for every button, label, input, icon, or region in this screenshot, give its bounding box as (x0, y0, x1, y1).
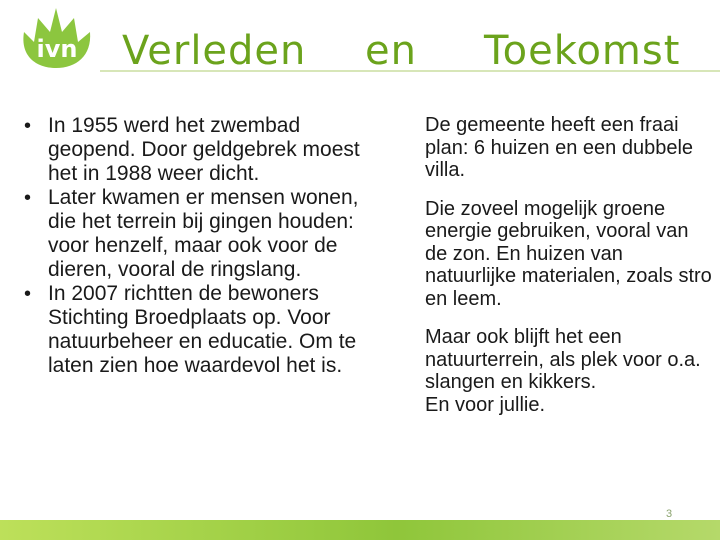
left-bullet-list (20, 114, 390, 378)
paragraph-nature: Maar ook blijft het een natuurterrein, als plek voor o.a. slangen en kikkers. (425, 326, 701, 393)
title-verleden: Verleden (122, 28, 307, 74)
bottom-decorative-bar (0, 520, 720, 540)
ivn-logo (18, 6, 96, 72)
page-number: 3 (666, 508, 673, 520)
ivn-leaf-logo-icon (18, 6, 96, 72)
paragraph-for-you: En voor jullie. (425, 393, 546, 416)
bullet-item: • Later kwamen er mensen wonen, die het terrein bij gingen houden: voor henzelf, maar ook voor de dieren, vooral de ringslang. (20, 186, 390, 282)
paragraph-plan: De gemeente heeft een fraai plan: 6 huizen en een dubbele villa. (425, 114, 694, 181)
right-column (425, 114, 715, 416)
title-en: en (365, 28, 417, 74)
title-toekomst: Toekomst (484, 28, 681, 74)
bullet-item: • In 1955 werd het zwembad geopend. Door geldgebrek moest het in 1988 weer dicht. (20, 114, 390, 186)
logo-text: ivn (36, 35, 78, 63)
paragraph-energy: Die zoveel mogelijk groene energie gebruiken, vooral van de zon. En huizen van natuurlijke materialen, zoals stro en leem. (425, 197, 712, 310)
bullet-item: • In 2007 richtten de bewoners Stichting Broedplaats op. Voor natuurbeheer en educatie. Om te laten zien hoe waardevol het is. (20, 282, 390, 378)
